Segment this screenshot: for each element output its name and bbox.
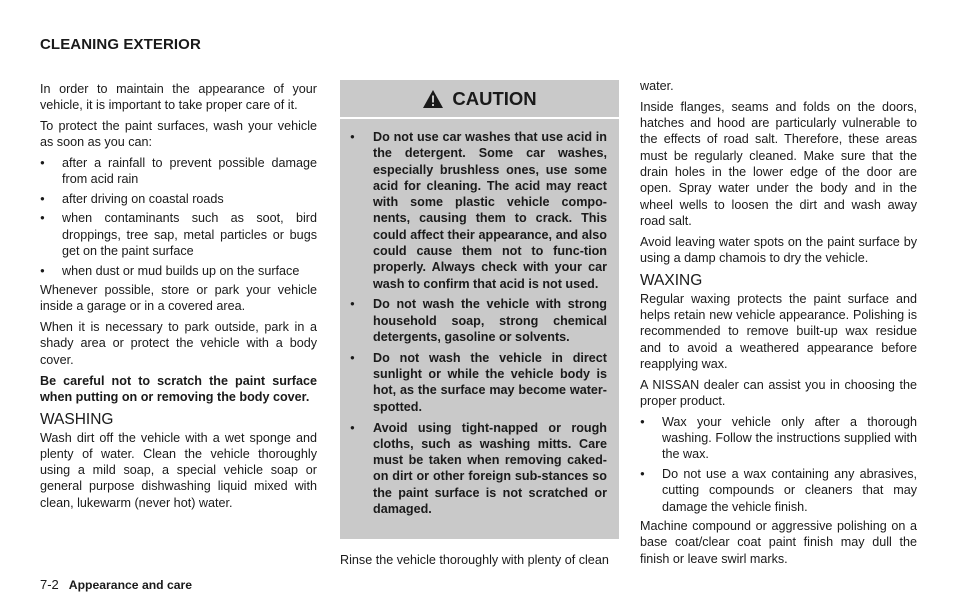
list-item: ● when dust or mud builds up on the surface <box>40 263 317 279</box>
page-number: 7-2 <box>40 577 59 592</box>
caution-list <box>340 119 619 517</box>
caution-header <box>340 80 619 119</box>
water-spots-paragraph: Avoid leaving water spots on the paint surface by using a damp chamois to dry the vehicle. <box>640 234 917 265</box>
waxing-heading: WAXING <box>640 271 703 289</box>
caution-item: ● Do not wash the vehicle with strong household soap, strong chemical detergents, gasoline or solvents. <box>350 296 607 345</box>
caution-label: CAUTION <box>452 87 537 109</box>
store-paragraph: Whenever possible, store or park your vehicle inside a garage or in a covered area. <box>40 283 317 314</box>
intro-paragraph: In order to maintain the appearance of your vehicle, it is important to take proper care of it. <box>40 82 317 113</box>
caution-item: ● Avoid using tight-napped or rough cloths, such as washing mitts. Care must be taken when removing caked-on dirt or other foreign sub-stances so the paint surface is not scratched or damaged. <box>350 420 607 518</box>
washing-paragraph: Wash dirt off the vehicle with a wet sponge and plenty of water. Clean the vehicle thoroughly using a mild soap, a special vehicle soap or general purpose dishwashing liquid mixed with clean, lukewarm (never hot) water. <box>40 430 317 510</box>
page-footer <box>40 577 192 592</box>
protect-paragraph: To protect the paint surfaces, wash your vehicle as soon as you can: <box>40 119 317 150</box>
wash-when-list <box>40 155 317 279</box>
rinse-paragraph: Rinse the vehicle thoroughly with plenty of clean <box>340 553 609 567</box>
left-column <box>40 81 317 516</box>
warning-triangle-icon <box>422 89 444 109</box>
wax-list <box>640 414 917 515</box>
right-column <box>640 78 917 571</box>
list-item: ● when contaminants such as soot, bird droppings, tree sap, metal particles or bugs get on the paint surface <box>40 210 317 259</box>
road-salt-paragraph: Inside flanges, seams and folds on the doors, hatches and hood are particularly vulnerable to the effects of road salt. Therefore, these areas must be regularly cleaned. Make sure that the drain holes in the lower edge of the door are open. Spray water under the body and in the wheel wells to loosen the dirt and wash away road salt. <box>640 99 917 228</box>
caution-item: ● Do not wash the vehicle in direct sunlight or while the vehicle body is hot, as the surface may become water-spotted. <box>350 350 607 415</box>
caution-item: ● Do not use car washes that use acid in the detergent. Some car washes, especially brushless ones, use some acid for cleaning. The acid may react with some plastic vehicle compo-nents, causing them to crack. This could affect their appearance, and also could cause them not to func-tion properly. Always check with your car wash to confirm that acid is not used. <box>350 129 607 292</box>
dealer-paragraph: A NISSAN dealer can assist you in choosing the proper product. <box>640 377 917 409</box>
scratch-warning-paragraph: Be careful not to scratch the paint surface when putting on or removing the body cover. <box>40 373 317 404</box>
washing-heading: WASHING <box>40 410 114 428</box>
polishing-paragraph: Machine compound or aggressive polishing on a base coat/clear coat paint finish may dull the finish or leave swirl marks. <box>640 519 917 566</box>
page-title: CLEANING EXTERIOR <box>40 36 201 53</box>
park-outside-paragraph: When it is necessary to park outside, park in a shady area or protect the vehicle with a body cover. <box>40 320 317 367</box>
list-item: ● Wax your vehicle only after a thorough washing. Follow the instructions supplied with the wax. <box>640 414 917 463</box>
water-continuation: water. <box>640 79 674 93</box>
list-item: ● after a rainfall to prevent possible damage from acid rain <box>40 155 317 188</box>
caution-box <box>340 80 619 539</box>
waxing-paragraph: Regular waxing protects the paint surface and helps retain new vehicle appearance. Polishing is recommended to remove built-up wax residue and to avoid a weathered appearance before reapplying wax. <box>640 291 917 371</box>
section-name: Appearance and care <box>68 578 193 592</box>
list-item: ● after driving on coastal roads <box>40 191 317 207</box>
list-item: ● Do not use a wax containing any abrasives, cutting compounds or cleaners that may damage the vehicle finish. <box>640 466 917 515</box>
